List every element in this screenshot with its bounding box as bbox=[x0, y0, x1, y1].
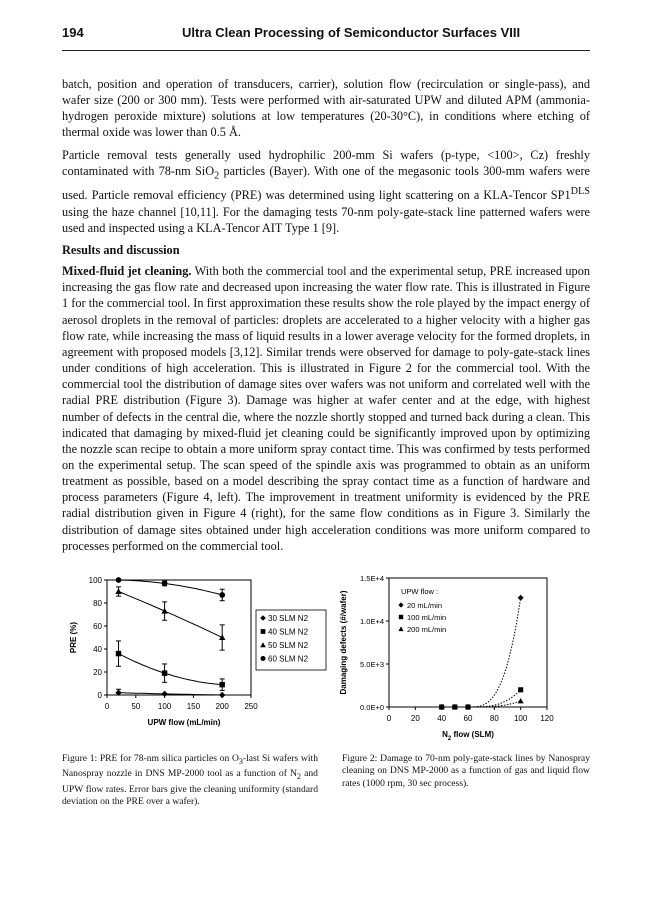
caption1-text-a: Figure 1: PRE for 78-nm silica particles on O bbox=[62, 753, 239, 764]
data-point bbox=[161, 608, 167, 614]
running-header bbox=[62, 22, 590, 51]
data-point bbox=[518, 595, 524, 601]
x-axis-label bbox=[442, 730, 494, 742]
para2-text-c: using the haze channel [10,11]. For the damaging tests 70-nm poly-gate-stack line patterned wafers were used and inspected using a KLA-Tencor AIT Type 1 [9]. bbox=[62, 204, 590, 235]
series-1 bbox=[116, 641, 225, 690]
x-tick-label: 80 bbox=[489, 714, 499, 723]
x-tick-label: 100 bbox=[513, 714, 528, 723]
series-2 bbox=[115, 587, 225, 650]
x-tick-label: 200 bbox=[215, 702, 229, 711]
legend-label: 30 SLM N2 bbox=[268, 614, 309, 623]
para2-subscript: 2 bbox=[214, 170, 220, 182]
figure-1-caption bbox=[62, 753, 318, 808]
data-point bbox=[162, 670, 167, 675]
figure-2-caption: Figure 2: Damage to 70-nm poly-gate-stack lines by Nanospray cleaning on DNS MP-2000 as a function of gas and liquid flow rates (1000 rpm, 30 sec process). bbox=[342, 753, 590, 789]
y-tick-label: 1.0E+4 bbox=[360, 617, 384, 626]
page-number: 194 bbox=[62, 25, 84, 40]
paragraph-2 bbox=[62, 147, 590, 236]
trend-line bbox=[468, 701, 521, 707]
para2-text-b: particles (Bayer). With one of the megasonic tools 300-mm wafers were used. Particle removal efficiency (PRE) was determined using light scattering on a KLA-Tencor SP1 bbox=[62, 163, 590, 203]
y-axis-label: PRE (%) bbox=[69, 621, 78, 654]
series-0 bbox=[115, 689, 225, 698]
figure-2-chart bbox=[336, 568, 596, 748]
x-tick-label: 40 bbox=[437, 714, 447, 723]
legend-label: 100 mL/min bbox=[407, 613, 447, 622]
data-point bbox=[161, 691, 167, 697]
data-point bbox=[116, 651, 121, 656]
y-tick-label: 60 bbox=[93, 622, 102, 631]
trend-line bbox=[468, 690, 521, 707]
y-tick-label: 0.0E+0 bbox=[360, 703, 384, 712]
caption1-sub-2: 2 bbox=[296, 772, 301, 782]
y-tick-label: 100 bbox=[88, 576, 102, 585]
data-point bbox=[219, 634, 225, 640]
para2-text-a: Particle removal tests generally used hydrophilic 200-mm Si wafers (p-type, <100>, Cz) freshly contaminated with 78-nm SiO bbox=[62, 147, 590, 178]
section-heading: Results and discussion bbox=[62, 242, 180, 257]
x-tick-label: 0 bbox=[104, 702, 110, 711]
paragraph-1: batch, position and operation of transducers, carrier), solution flow (recirculation or single-pass), and wafer size (200 or 300 mm). Tests were performed with air-saturated UPW and diluted APM (ammonia-hydrogen peroxide mixture) solutions at low temperatures (20-30°C), in conditions where etching of thermal oxide was lower than 0.5 Å. bbox=[62, 77, 590, 140]
legend-title: UPW flow : bbox=[401, 587, 439, 596]
data-point bbox=[518, 687, 523, 692]
x-tick-label: 20 bbox=[410, 714, 420, 723]
legend-label: 60 SLM N2 bbox=[268, 654, 309, 664]
x-axis-label: UPW flow (mL/min) bbox=[147, 718, 221, 727]
y-tick-label: 20 bbox=[93, 668, 102, 677]
y-tick-label: 40 bbox=[93, 645, 102, 654]
x-axis-label-sub: 2 bbox=[447, 736, 452, 742]
legend-label: 50 SLM N2 bbox=[268, 641, 309, 650]
legend-marker bbox=[260, 656, 265, 661]
running-title: Ultra Clean Processing of Semiconductor Surfaces VIII bbox=[182, 25, 521, 40]
legend-marker bbox=[261, 629, 266, 634]
legend-marker bbox=[398, 602, 403, 607]
data-point bbox=[162, 581, 168, 587]
legend-marker bbox=[399, 615, 403, 619]
caption1-text-c: and UPW flow rates. Error bars give the cleaning uniformity (standard deviation on the PRE over a wafer). bbox=[62, 768, 318, 808]
caption1-text-b: -last Si wafers with Nanospray nozzle in DNS MP-2000 tool as a function of N bbox=[62, 753, 318, 780]
trend-line bbox=[119, 580, 223, 595]
data-point bbox=[219, 692, 225, 698]
x-tick-label: 0 bbox=[386, 714, 392, 723]
x-axis-label-main: N bbox=[442, 730, 448, 739]
x-tick-label: 100 bbox=[157, 702, 172, 711]
caption1-sub-1: 3 bbox=[238, 756, 243, 766]
x-tick-label: 150 bbox=[186, 702, 201, 711]
y-tick-label: 1.5E+4 bbox=[360, 574, 384, 583]
body-text bbox=[62, 76, 590, 560]
data-point bbox=[518, 698, 524, 703]
trend-line bbox=[468, 598, 521, 707]
trend-line bbox=[119, 592, 223, 638]
trend-line bbox=[119, 654, 223, 685]
figure-1-chart bbox=[62, 570, 332, 740]
legend-label: 40 SLM N2 bbox=[268, 627, 309, 637]
figure-1 bbox=[62, 570, 332, 740]
para2-superscript: DLS bbox=[570, 186, 590, 198]
x-tick-label: 250 bbox=[244, 702, 258, 711]
plot-frame bbox=[389, 578, 547, 707]
data-point bbox=[219, 682, 224, 687]
legend-label: 200 mL/min bbox=[407, 625, 447, 634]
legend-marker bbox=[398, 626, 403, 631]
paragraph-3 bbox=[62, 263, 590, 554]
data-point bbox=[219, 592, 225, 598]
y-tick-label: 0 bbox=[97, 691, 102, 700]
data-point bbox=[115, 588, 121, 594]
figure-2 bbox=[336, 568, 596, 748]
y-tick-label: 80 bbox=[93, 599, 102, 608]
para3-text: With both the commercial tool and the experimental setup, PRE increased upon increasing the gas flow rate and decreased upon increasing the water flow rate. This is illustrated in Figure 1 for the commercial tool. In first approximation these results show the role played by the impact energy of aerosol droplets in the removal of particles: droplets are accelerated to a higher velocity with a higher gas flow rate, while increasing the mass of liquid results in a lower average velocity for the formed droplets, in agreement with proposed models [3,12]. Similar trends were observed for damage to poly-gate-stack lines under conditions of high acceleration. This is illustrated in Figure 2 for the commercial tool. With the commercial tool the distribution of damage sites over wafers was not uniform and correlated well with the radial PRE distribution (Figure 3). Damage was higher at wafer center and at the edge, with highest number of defects in the central die, where the nozzle shortly stopped and turned back during a clean. This indicated that damaging by mixed-fluid jet cleaning could be significantly improved upon by optimizing the nozzle scan recipe to obtain a more uniform spray contact time. This was confirmed by tests performed on the experimental setup. The scan speed of the spindle axis was programmed to obtain as an uniform treatment as possible, based on a model describing the spray contact time as a function of hardware and process parameters (Figure 4, left). The improvement in treatment uniformity is evidenced by the PRE radial distribution given in Figure 4 (right), for the same flow conditions as in Figure 3. Similarly the distribution of damage sites obtained under high acceleration conditions was more uniform compared to processes performed on the commercial tool. bbox=[62, 264, 591, 553]
data-point bbox=[116, 577, 122, 583]
series-0 bbox=[439, 595, 524, 710]
legend-label: 20 mL/min bbox=[407, 601, 443, 610]
x-tick-label: 50 bbox=[131, 702, 141, 711]
y-tick-label: 5.0E+3 bbox=[360, 660, 384, 669]
x-tick-label: 120 bbox=[540, 714, 554, 723]
x-tick-label: 60 bbox=[463, 714, 473, 723]
y-axis-label: Damaging defects (#/wafer) bbox=[339, 590, 348, 695]
series-2 bbox=[439, 698, 524, 709]
paragraph-lead: Mixed-fluid jet cleaning. bbox=[62, 264, 192, 279]
x-axis-label-tail: flow (SLM) bbox=[451, 730, 494, 739]
